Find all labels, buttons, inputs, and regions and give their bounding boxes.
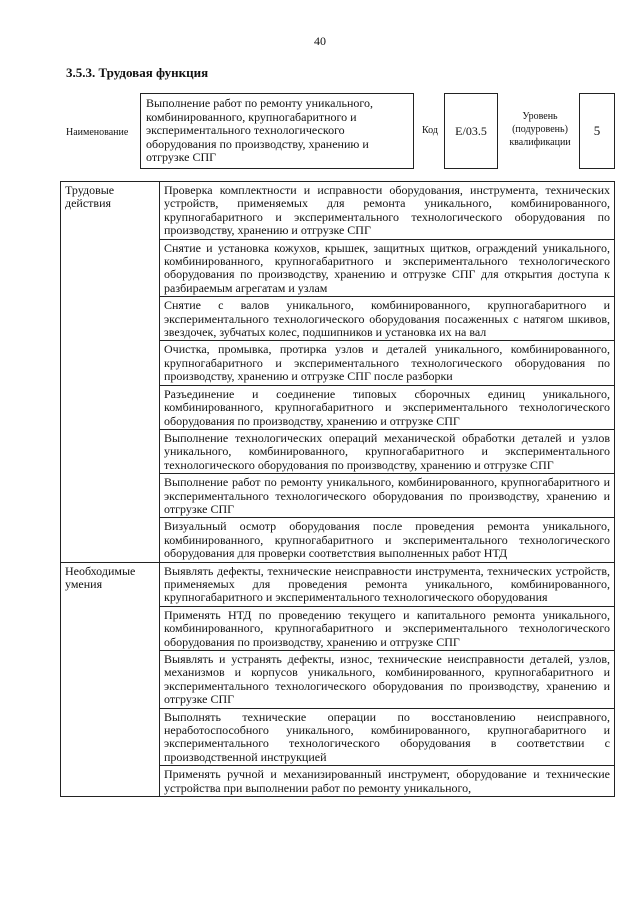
- group-item: Снятие с валов уникального, комбинированного, крупногабаритного и экспериментального технологического оборудования посаженных с натягом шкивов, звездочек, зубчатых колес, подшипников и установка их на вал: [160, 297, 615, 341]
- group-item: Выявлять и устранять дефекты, износ, технические неисправности деталей, узлов, механизмов и корпусов уникального, комбинированного, крупногабаритного и экспериментального технологического оборудования по производству, хранению и отгрузке СПГ: [160, 651, 615, 709]
- labor-function-table: [60, 181, 615, 797]
- group-item: Выполнение работ по ремонту уникального, комбинированного, крупногабаритного и экспериментального технологического оборудования по производству, хранению и отгрузке СПГ: [160, 474, 615, 518]
- section-title: 3.5.3. Трудовая функция: [66, 65, 209, 80]
- group-item: Проверка комплектности и исправности оборудования, инструмента, технических устройств, применяемых для ремонта уникального, комбинированного, крупногабаритного и экспериментального технологического оборудования по производству, хранению и отгрузке СПГ: [160, 182, 615, 240]
- group-item: Очистка, промывка, протирка узлов и деталей уникального, комбинированного, крупногабаритного и экспериментального технологического оборудования по производству, хранению и отгрузке СПГ после разборки: [160, 341, 615, 385]
- group-item: Визуальный осмотр оборудования после проведения ремонта уникального, комбинированного, крупногабаритного и экспериментального технологического оборудования для проверки соответствия выполненных работ НТД: [160, 518, 615, 562]
- name-label: Наименование: [66, 127, 129, 138]
- page-number: 40: [314, 34, 326, 48]
- group-item: Применять НТД по проведению текущего и капитального ремонта уникального, комбинированного, крупногабаритного и экспериментального технологического оборудования по производству, хранению и отгрузке СПГ: [160, 606, 615, 650]
- table-row: [61, 562, 615, 606]
- level-cell: 5: [579, 93, 615, 169]
- code-label: Код: [422, 125, 438, 136]
- group-item: Снятие и установка кожухов, крышек, защитных щитков, ограждений уникального, комбинированного, крупногабаритного и экспериментального технологического оборудования по производству, хранению и отгрузке СПГ для открытия доступа к разбираемым агрегатам и узлам: [160, 239, 615, 297]
- code-cell: Е/03.5: [444, 93, 498, 169]
- group-item: Выполнять технические операции по восстановлению неисправного, неработоспособного уникального, комбинированного, крупногабаритного и экспериментального технологического оборудования в соответствии с производственной инструкцией: [160, 708, 615, 766]
- group-item: Выявлять дефекты, технические неисправности инструмента, технических устройств, применяемых для проведения ремонта уникального, комбинированного, крупногабаритного и экспериментального технологического оборудования: [160, 562, 615, 606]
- group-item: Применять ручной и механизированный инструмент, оборудование и технические устройства при выполнении работ по ремонту уникального,: [160, 766, 615, 797]
- function-name-cell: Выполнение работ по ремонту уникального, комбинированного, крупногабаритного и экспериментального технологического оборудования по производству, хранению и отгрузке СПГ: [140, 93, 414, 169]
- group-item: Разъединение и соединение типовых сборочных единиц уникального, комбинированного, крупногабаритного и экспериментального технологического оборудования по производству, хранению и отгрузке СПГ: [160, 385, 615, 429]
- group-title: Трудовые действия: [61, 182, 160, 563]
- table-row: [61, 182, 615, 240]
- group-title: Необходимые умения: [61, 562, 160, 797]
- group-item: Выполнение технологических операций механической обработки деталей и узлов уникального, комбинированного, крупногабаритного и экспериментального технологического оборудования по производству, хранению и отгрузке СПГ: [160, 429, 615, 473]
- level-label: Уровень (подуровень) квалификации: [509, 111, 571, 148]
